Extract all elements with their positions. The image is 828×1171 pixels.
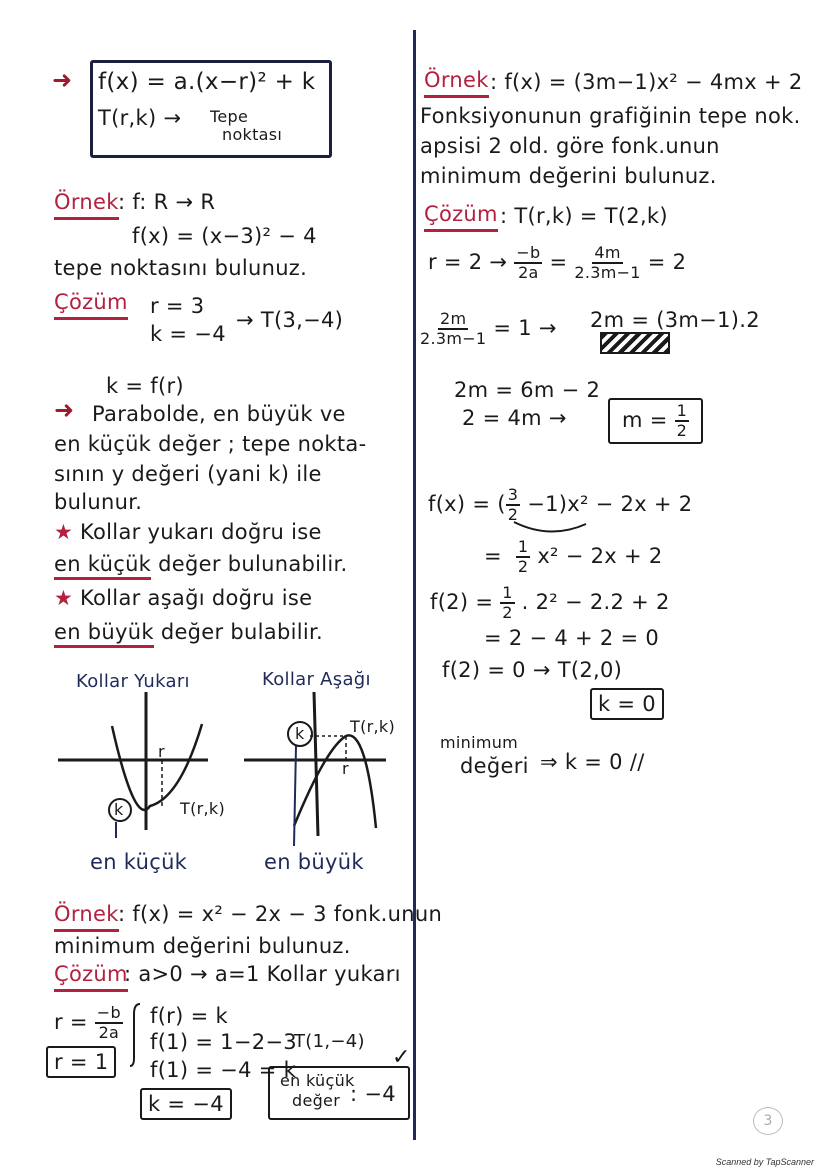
example2-condition: : a>0 → a=1 Kollar yukarı	[124, 962, 401, 986]
equals: =	[484, 544, 502, 568]
fraction-numerator: 1	[517, 537, 529, 556]
equals: =	[549, 250, 568, 274]
fraction-denominator: 2.3m−1	[420, 329, 487, 348]
graph-up-k-label: k	[114, 800, 124, 819]
example3-step2	[420, 310, 557, 348]
r-lhs: r =	[54, 1010, 88, 1034]
fraction-denominator: 2.3m−1	[574, 263, 641, 282]
answer-line1: en küçük	[280, 1071, 355, 1090]
fraction-denominator: 2	[507, 505, 519, 524]
star2-line1: Kollar aşağı doğru ise	[80, 586, 313, 610]
brace	[130, 1002, 142, 1068]
vertex-label-line1: Tepe	[210, 107, 249, 126]
fraction-numerator: 3	[507, 485, 519, 504]
m-result-box	[608, 398, 703, 444]
example3-solution-label: Çözüm	[424, 200, 498, 232]
fraction-numerator: −b	[516, 243, 541, 262]
graph-down-k-label: k	[295, 724, 305, 743]
f2-result: = 2 − 4 + 2 = 0	[484, 626, 660, 650]
vertex-form-formula: f(x) = a.(x−r)² + k	[98, 69, 316, 95]
graph-up-r-label: r	[158, 742, 165, 761]
example1-result: → T(3,−4)	[236, 308, 344, 332]
2m-fraction	[420, 310, 486, 348]
fraction-denominator: 2	[676, 421, 688, 440]
arrow-icon: ➜	[54, 396, 75, 424]
underbrace	[512, 520, 588, 536]
fraction-numerator: 1	[502, 583, 513, 602]
graph-up-vertex-label: T(r,k)	[180, 799, 225, 818]
min-result: ⇒ k = 0 //	[540, 750, 645, 774]
k-result-box: k = 0	[590, 688, 664, 720]
example2-k-box: k = −4	[140, 1088, 232, 1120]
f2-calc	[430, 584, 670, 622]
note-line2: en küçük değer ; tepe nokta-	[54, 432, 367, 456]
example3-line2: Fonksiyonunun grafiğinin tepe nok.	[420, 104, 801, 128]
example1-question: tepe noktasını bulunuz.	[54, 256, 308, 280]
equals-two: = 2	[647, 250, 687, 274]
vertex-notation: T(r,k) →	[98, 106, 182, 130]
example2-question: minimum değerini bulunuz.	[54, 934, 351, 958]
example3-step5: 2 = 4m →	[462, 406, 567, 430]
star-icon: ★	[54, 586, 74, 610]
note-line1: Parabolde, en büyük ve	[92, 402, 346, 426]
arrow-icon: ➜	[52, 66, 73, 94]
scanner-watermark: Scanned by TapScanner	[715, 1157, 814, 1167]
k-equals-f-r: k = f(r)	[106, 374, 184, 398]
note-line4: bulunur.	[54, 490, 143, 514]
minus-b-over-2a	[514, 244, 542, 282]
graph-down-title: Kollar Aşağı	[262, 669, 371, 690]
example3-line4: minimum değerini bulunuz.	[420, 164, 717, 188]
f2-vertex: f(2) = 0 → T(2,0)	[442, 658, 623, 682]
check-icon: ✓	[392, 1045, 411, 1070]
f2-prefix: f(2) =	[430, 590, 494, 614]
example1-k: k = −4	[150, 322, 226, 346]
fraction-denominator: 2a	[98, 1023, 120, 1042]
parabola-down-graph	[236, 688, 416, 848]
example2-step2: f(1) = 1−2−3	[150, 1030, 297, 1054]
one-half	[500, 584, 514, 622]
graph-down-caption: en büyük	[264, 850, 364, 874]
min-label-line1: minimum	[440, 733, 519, 752]
fx-prefix: f(x) = (	[428, 492, 506, 516]
example2-r-box: r = 1	[46, 1046, 116, 1078]
example2-label: Örnek	[54, 900, 119, 932]
fx-rest: x² − 2x + 2	[537, 544, 663, 568]
answer-value: : −4	[350, 1082, 396, 1106]
example3-vertex: : T(r,k) = T(2,k)	[500, 204, 668, 228]
example2-vertex: T(1,−4)	[294, 1031, 365, 1052]
star1-line1: Kollar yukarı doğru ise	[80, 520, 322, 544]
graph-down-r-label: r	[342, 759, 349, 778]
star1-highlight: en küçük	[54, 552, 151, 580]
example3-step4: 2m = 6m − 2	[454, 378, 601, 402]
min-label-line2: değeri	[460, 754, 529, 778]
star2-line2	[54, 618, 323, 646]
f2-rest: . 2² − 2.2 + 2	[521, 590, 670, 614]
example3-function: : f(x) = (3m−1)x² − 4mx + 2	[490, 70, 803, 94]
example2-step1: f(r) = k	[150, 1004, 228, 1028]
graph-up-title: Kollar Yukarı	[76, 671, 190, 692]
r-equals: r = 2 →	[428, 250, 508, 274]
star2-highlight: en büyük	[54, 620, 154, 648]
example3-label: Örnek	[424, 66, 489, 98]
fx-substitution	[428, 486, 692, 524]
scribbled-out-area	[600, 332, 670, 354]
three-halves	[506, 486, 520, 524]
m-lhs: m =	[622, 408, 668, 432]
graph-down-vertex-label: T(r,k)	[350, 717, 395, 736]
fraction-numerator: 4m	[594, 243, 621, 262]
graph-up-caption: en küçük	[90, 850, 188, 874]
equals-one: = 1 →	[493, 316, 557, 340]
example1-domain: : f: R → R	[118, 190, 216, 214]
example3-line3: apsisi 2 old. göre fonk.unun	[420, 134, 720, 158]
example1-r: r = 3	[150, 294, 205, 318]
fraction-denominator: 2	[517, 557, 529, 576]
example1-function: f(x) = (x−3)² − 4	[132, 224, 317, 248]
column-divider	[413, 30, 416, 1140]
star2-rest: değer bulabilir.	[153, 620, 323, 644]
example1-solution-label: Çözüm	[54, 288, 128, 320]
example2-step3: f(1) = −4 = k	[150, 1058, 297, 1082]
page-number: 3	[753, 1107, 783, 1135]
example2-solution-label: Çözüm	[54, 960, 128, 992]
example3-step3: 2m = (3m−1).2	[590, 308, 760, 332]
star1-line2	[54, 550, 348, 578]
example2-function: : f(x) = x² − 2x − 3 fonk.unun	[118, 902, 443, 926]
star-icon: ★	[54, 520, 74, 544]
star1-rest: değer bulunabilir.	[151, 552, 348, 576]
one-half	[675, 402, 689, 440]
fraction-numerator: −b	[96, 1003, 121, 1022]
4m-fraction	[574, 244, 640, 282]
r-fraction	[95, 1004, 123, 1042]
fx-suffix: −1)x² − 2x + 2	[520, 492, 693, 516]
answer-line2: değer	[292, 1091, 341, 1110]
note-line3: sının y değeri (yani k) ile	[54, 462, 322, 486]
fraction-numerator: 2m	[440, 309, 467, 328]
fraction-numerator: 1	[676, 401, 688, 420]
fraction-denominator: 2	[502, 603, 513, 622]
fraction-denominator: 2a	[518, 263, 539, 282]
example2-r-formula	[54, 1004, 123, 1042]
vertex-label-line2: noktası	[222, 125, 283, 144]
one-half	[516, 538, 530, 576]
example1-label: Örnek	[54, 188, 119, 220]
example3-r-step	[428, 244, 686, 282]
fx-simplified	[484, 538, 663, 576]
